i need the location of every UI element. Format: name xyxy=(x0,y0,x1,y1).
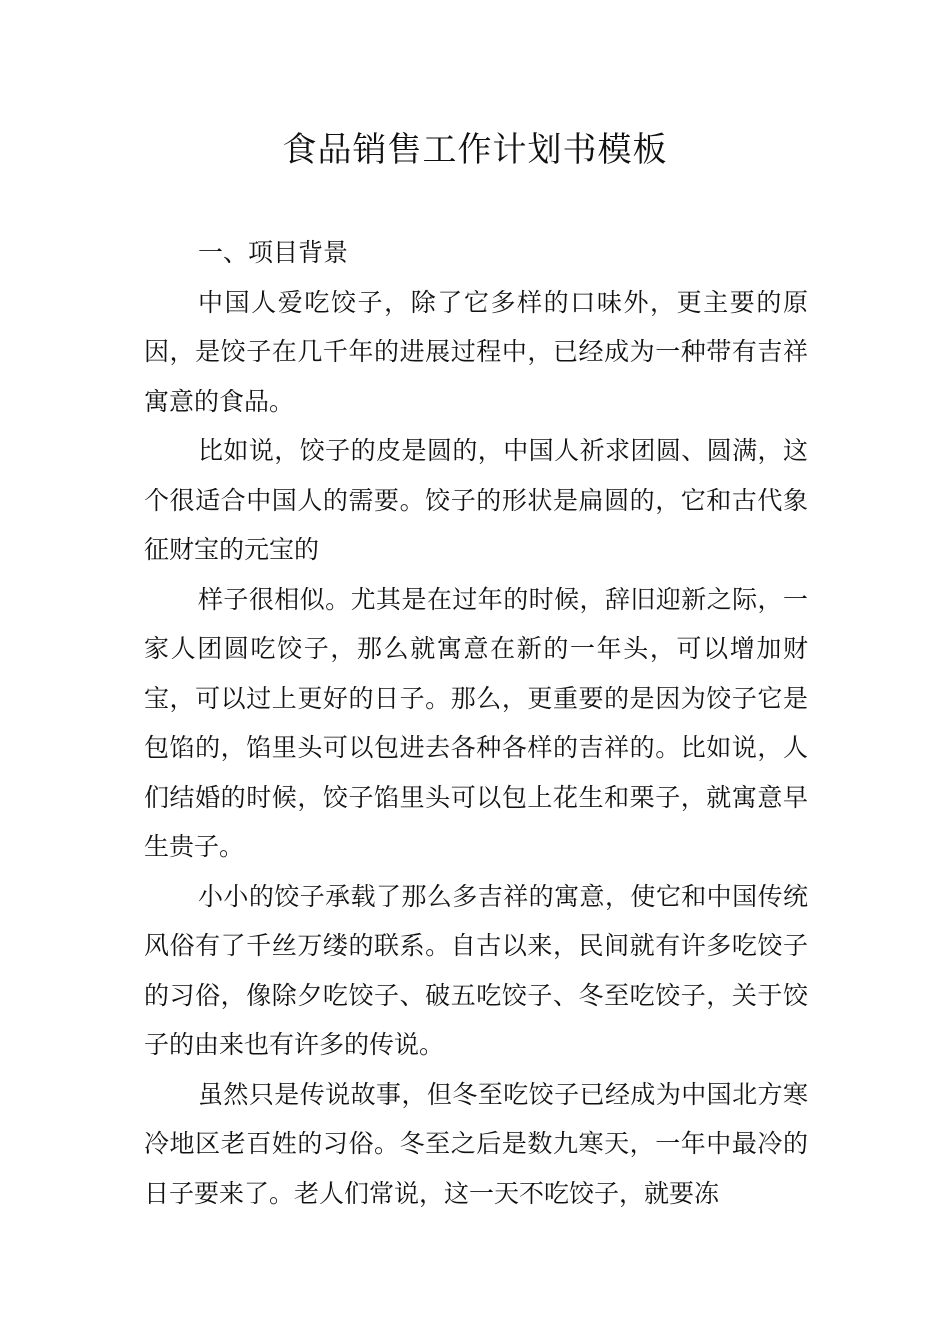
paragraph: 小小的饺子承载了那么多吉祥的寓意，使它和中国传统风俗有了千丝万缕的联系。自古以来，民间就有许多吃饺子的习俗，像除夕吃饺子、破五吃饺子、冬至吃饺子，关于饺子的由来也有许多的传说。 xyxy=(144,881,808,1059)
document-body xyxy=(144,228,808,1218)
document-title: 食品销售工作计划书模板 xyxy=(282,130,668,170)
paragraph: 比如说，饺子的皮是圆的，中国人祈求团圆、圆满，这个很适合中国人的需要。饺子的形状是扁圆的，它和古代象征财宝的元宝的 xyxy=(144,436,808,564)
paragraph: 样子很相似。尤其是在过年的时候，辞旧迎新之际，一家人团圆吃饺子，那么就寓意在新的一年头，可以增加财宝，可以过上更好的日子。那么，更重要的是因为饺子它是包馅的，馅里头可以包进去各种各样的吉祥的。比如说，人们结婚的时候，饺子馅里头可以包上花生和栗子，就寓意早生贵子。 xyxy=(144,584,808,861)
section-heading: 一、项目背景 xyxy=(198,238,349,267)
paragraph: 虽然只是传说故事，但冬至吃饺子已经成为中国北方寒冷地区老百姓的习俗。冬至之后是数九寒天，一年中最冷的日子要来了。老人们常说，这一天不吃饺子，就要冻 xyxy=(144,1079,808,1208)
paragraph: 中国人爱吃饺子，除了它多样的口味外，更主要的原因，是饺子在几千年的进展过程中，已经成为一种带有吉祥寓意的食品。 xyxy=(144,287,808,416)
